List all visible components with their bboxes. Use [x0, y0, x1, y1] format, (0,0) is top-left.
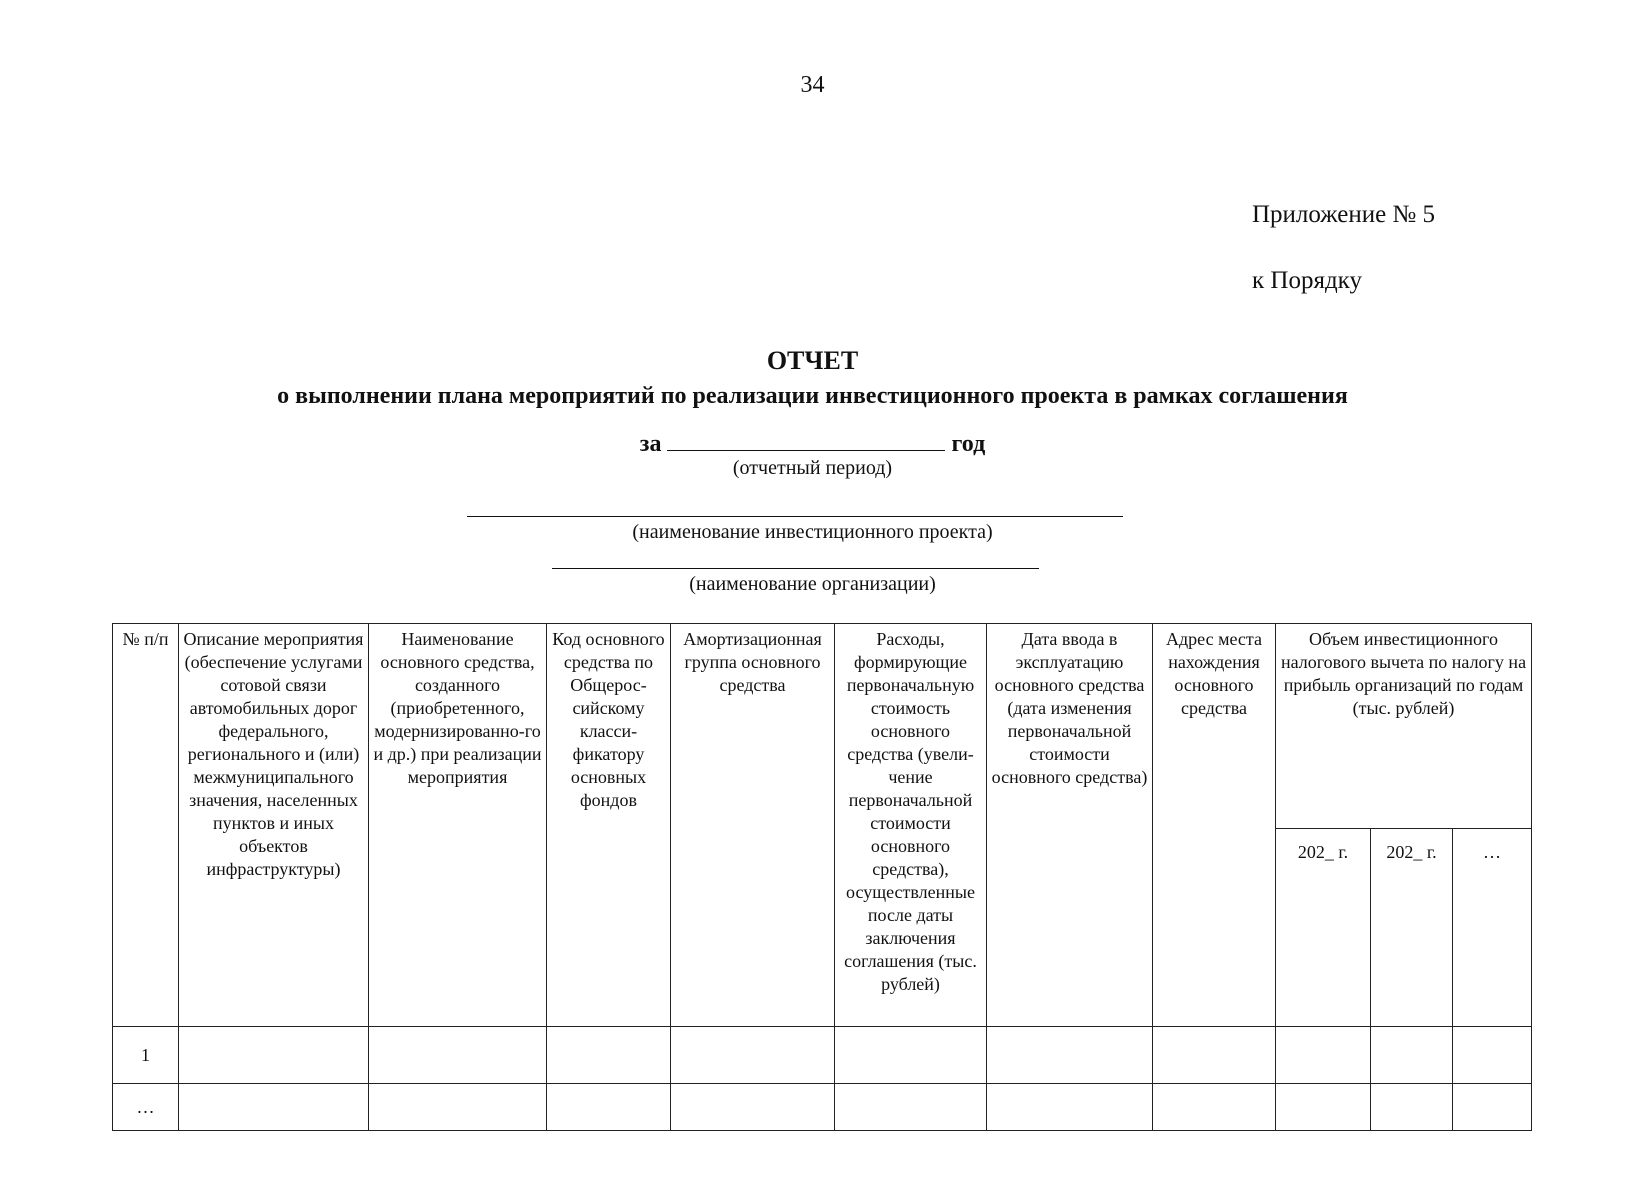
header-year-more: …: [1453, 829, 1532, 1027]
table-row: [113, 1084, 1532, 1131]
appendix-order: к Порядку: [1252, 267, 1362, 294]
table-cell: [369, 1027, 547, 1084]
row-num: 1: [113, 1027, 179, 1084]
header-year-2: 202_ г.: [1371, 829, 1453, 1027]
table-cell: [987, 1027, 1153, 1084]
period-suffix: год: [951, 431, 986, 457]
table-cell: [671, 1027, 835, 1084]
table-cell: [1153, 1084, 1276, 1131]
project-name-fill-line: [467, 516, 1123, 517]
header-depreciation-group: Амортизационная группа основного средства: [671, 624, 835, 1027]
table-header-row: [113, 624, 1532, 829]
organization-caption: (наименование организации): [689, 573, 936, 595]
organization-fill-line: [552, 568, 1039, 569]
header-commission-date: Дата ввода в эксплуатацию основного средства (дата изменения первоначальной стоимости основного средства): [987, 624, 1153, 1027]
table-cell: [1371, 1027, 1453, 1084]
report-table: [112, 623, 1532, 1131]
header-description: Описание мероприятия (обеспечение услугами сотовой связи автомобильных дорог федерального, регионального и (или) межмуниципального значения, населенных пунктов и иных объектов инфраструктуры): [179, 624, 369, 1027]
header-code: Код основного средства по Общерос-сийскому класси-фикатору основных фондов: [547, 624, 671, 1027]
header-address: Адрес места нахождения основного средства: [1153, 624, 1276, 1027]
table-cell: [547, 1084, 671, 1131]
table-cell: [987, 1084, 1153, 1131]
table-cell: [179, 1084, 369, 1131]
header-asset-name: Наименование основного средства, созданного (приобретенного, модернизированно-го и др.) при реализации мероприятия: [369, 624, 547, 1027]
table-cell: [1276, 1027, 1371, 1084]
period-prefix: за: [639, 431, 662, 457]
header-deduction: Объем инвестиционного налогового вычета по налогу на прибыль организаций по годам (тыс. рублей): [1276, 624, 1532, 829]
report-title: ОТЧЕТ: [766, 346, 859, 375]
header-expenses: Расходы, формирующие первоначальную стоимость основного средства (увели-чение первоначальной стоимости основного средства), осуществленные после даты заключения соглашения (тыс. рублей): [835, 624, 987, 1027]
table-row: [113, 1027, 1532, 1084]
table-cell: [179, 1027, 369, 1084]
row-num: …: [113, 1084, 179, 1131]
period-caption: (отчетный период): [732, 457, 893, 479]
table-cell: [547, 1027, 671, 1084]
table-cell: [1276, 1084, 1371, 1131]
header-num: № п/п: [113, 624, 179, 1027]
page-number: 34: [800, 72, 825, 98]
project-name-caption: (наименование инвестиционного проекта): [632, 521, 993, 543]
period-fill-line: [667, 428, 945, 451]
period-row: [0, 428, 1625, 458]
header-year-1: 202_ г.: [1276, 829, 1371, 1027]
table-cell: [1371, 1084, 1453, 1131]
table-cell: [1153, 1027, 1276, 1084]
table-cell: [369, 1084, 547, 1131]
appendix-number: Приложение № 5: [1252, 201, 1436, 228]
appendix-reference: [1252, 182, 1435, 314]
report-subtitle: о выполнении плана мероприятий по реализации инвестиционного проекта в рамках соглашения: [277, 383, 1348, 409]
table-cell: [835, 1084, 987, 1131]
table-cell: [671, 1084, 835, 1131]
table-cell: [1453, 1027, 1532, 1084]
table-cell: [1453, 1084, 1532, 1131]
table-cell: [835, 1027, 987, 1084]
